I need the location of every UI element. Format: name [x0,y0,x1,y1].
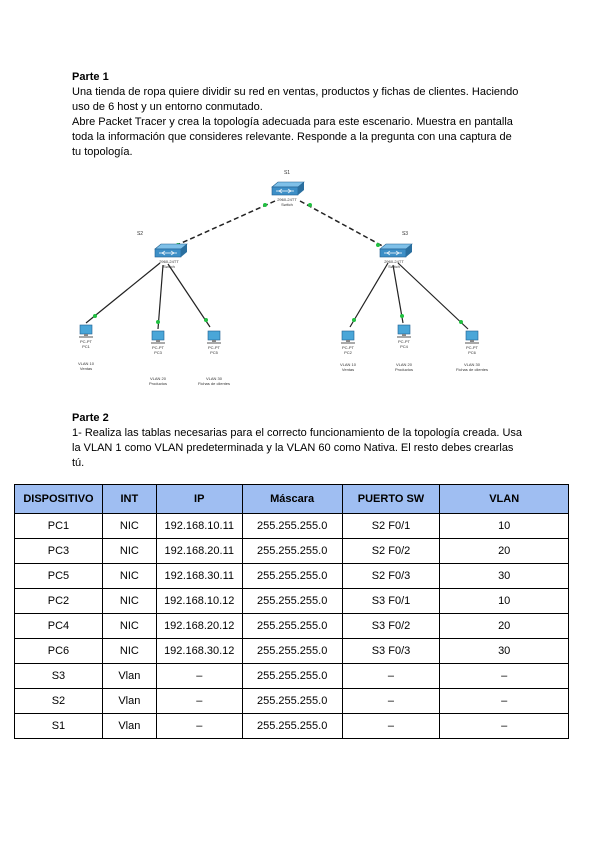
link-s3-pc6 [398,263,468,329]
pc-vlan: VLAN 10 [77,361,95,366]
cell-mascara: 255.255.255.0 [242,564,342,589]
cell-puerto-sw: S2 F0/2 [342,539,440,564]
pc-model: PC-PT [152,345,164,350]
cell-ip: 192.168.30.11 [156,564,242,589]
cell-int: Vlan [102,689,156,714]
cell-puerto-sw: S2 F0/3 [342,564,440,589]
table-row [15,589,569,614]
part1-line: Una tienda de ropa quiere dividir su red en ventas, productos y fichas de clientes. Haciendo [72,86,519,98]
pc-name: PC5 [210,350,218,355]
pc-node [198,331,230,386]
part2-line: la VLAN 1 como VLAN predeterminada y la VLAN 60 como Nativa. El resto debes crearlas [72,442,514,454]
header-dispositivo: DISPOSITIVO [15,485,103,514]
cell-dispositivo: PC6 [15,639,103,664]
cell-dispositivo: PC1 [15,514,103,539]
cell-mascara: 255.255.255.0 [242,539,342,564]
switch-type-label: Switch [388,264,400,269]
topology-diagram [60,165,540,395]
switch-icon [380,244,412,257]
cell-ip: 192.168.20.11 [156,539,242,564]
switch-icon [272,182,304,195]
pc-model: PC-PT [466,345,478,350]
pc-icon [341,331,355,344]
switch-model-label: 2960-24TT [159,259,179,264]
table-row [15,639,569,664]
switch-model-label: 2960-24TT [384,259,404,264]
cell-vlan: 20 [440,539,569,564]
pc-icon [151,331,165,344]
cell-dispositivo: PC5 [15,564,103,589]
addressing-table [14,484,569,739]
switch-icon [155,244,187,257]
cell-mascara: 255.255.255.0 [242,689,342,714]
part1-heading: Parte 1 [72,71,109,83]
cell-int: Vlan [102,664,156,689]
cell-dispositivo: PC4 [15,614,103,639]
cell-ip: 192.168.10.12 [156,589,242,614]
header-puerto-sw: PUERTO SW [342,485,440,514]
cell-vlan: 10 [440,514,569,539]
cell-mascara: 255.255.255.0 [242,514,342,539]
table-row [15,614,569,639]
switch-type-label: Switch [163,264,175,269]
table-row [15,564,569,589]
cell-puerto-sw: – [342,689,440,714]
pc-area: Fichas de clientes [455,367,489,372]
pc-icon [79,325,93,338]
switch-s3-name: S3 [401,231,409,237]
cell-int: NIC [102,614,156,639]
header-ip: IP [156,485,242,514]
link-s2-pc1 [86,263,160,323]
cell-vlan: – [440,689,569,714]
link-status-dot [376,243,380,247]
part1-section [72,70,532,160]
cell-int: NIC [102,639,156,664]
cell-int: NIC [102,539,156,564]
cell-mascara: 255.255.255.0 [242,639,342,664]
cell-vlan: 30 [440,639,569,664]
link-s2-pc5 [168,264,210,327]
cell-dispositivo: S3 [15,664,103,689]
cell-puerto-sw: – [342,664,440,689]
part1-line: uso de 6 host y un entorno conmutado. [72,101,263,113]
cell-ip: 192.168.10.11 [156,514,242,539]
link-status-dot [308,203,312,207]
switch-s3 [380,231,412,269]
table-row [15,539,569,564]
pc-node [149,331,167,386]
cell-mascara: 255.255.255.0 [242,614,342,639]
pc-name: PC4 [400,344,408,349]
link-status-dot [352,318,356,322]
part2-heading: Parte 2 [72,412,109,424]
cell-mascara: 255.255.255.0 [242,589,342,614]
part2-line: 1- Realiza las tablas necesarias para el correcto funcionamiento de la topología creada. Usa [72,427,523,439]
part1-line: toda la información que consideres relevante. Responde a la pregunta con una captura de [72,131,512,143]
pc-model: PC-PT [208,345,220,350]
cell-ip: 192.168.20.12 [156,614,242,639]
cell-int: NIC [102,589,156,614]
cell-ip: 192.168.30.12 [156,639,242,664]
cell-int: NIC [102,564,156,589]
cell-dispositivo: PC2 [15,589,103,614]
switch-s1 [272,170,304,207]
pc-name: PC3 [154,350,162,355]
pc-vlan: VLAN 30 [205,376,223,381]
part2-section [72,411,532,471]
part1-line: Abre Packet Tracer y crea la topología adecuada para este escenario. Muestra en pantalla [72,116,513,128]
table-row [15,714,569,739]
pc-icon [397,325,411,338]
switch-s2 [137,231,187,269]
pc-vlan: VLAN 10 [339,362,357,367]
table-header-row [15,485,569,514]
link-status-dot [204,318,208,322]
table-row [15,514,569,539]
cell-dispositivo: S1 [15,714,103,739]
switch-type-label: Switch [281,202,293,207]
cell-dispositivo: S2 [15,689,103,714]
pc-icon [207,331,221,344]
pc-area: Ventas [341,367,355,372]
link-s1-s2 [168,201,275,249]
link-status-dot [93,314,97,318]
link-status-dot [156,320,160,324]
pc-model: PC-PT [398,339,410,344]
access-links [86,263,468,329]
pc-node [78,325,95,371]
pc-name: PC2 [344,350,352,355]
cell-mascara: 255.255.255.0 [242,664,342,689]
cell-vlan: 30 [440,564,569,589]
cell-puerto-sw: S3 F0/2 [342,614,440,639]
cell-vlan: – [440,714,569,739]
link-s1-s3 [300,201,388,249]
cell-ip: – [156,689,242,714]
cell-vlan: – [440,664,569,689]
pc-area: Productos [148,381,168,386]
cell-ip: – [156,714,242,739]
pc-node [395,325,413,372]
pc-vlan: VLAN 30 [463,362,481,367]
pc-name: PC1 [82,344,90,349]
cell-dispositivo: PC3 [15,539,103,564]
link-s3-pc2 [350,263,388,327]
cell-ip: – [156,664,242,689]
header-vlan: VLAN [440,485,569,514]
cell-puerto-sw: S2 F0/1 [342,514,440,539]
part1-line: tu topología. [72,146,133,158]
cell-vlan: 10 [440,589,569,614]
switch-s2-name: S2 [136,231,144,237]
link-status-dot [459,320,463,324]
pc-vlan: VLAN 20 [395,362,413,367]
pc-icon [465,331,479,344]
header-int: INT [102,485,156,514]
pc-node [340,331,357,372]
pc-name: PC6 [468,350,476,355]
table-row [15,689,569,714]
pc-model: PC-PT [342,345,354,350]
cell-vlan: 20 [440,614,569,639]
cell-int: Vlan [102,714,156,739]
pc-area: Productos [394,367,414,372]
switch-s1-name: S1 [283,170,291,176]
pc-vlan: VLAN 20 [149,376,167,381]
header-mascara: Máscara [242,485,342,514]
cell-puerto-sw: – [342,714,440,739]
part2-line: tú. [72,457,85,469]
cell-int: NIC [102,514,156,539]
cell-puerto-sw: S3 F0/1 [342,589,440,614]
link-status-dot [400,314,404,318]
cell-mascara: 255.255.255.0 [242,714,342,739]
switch-model-label: 2960-24TT [277,197,297,202]
cell-puerto-sw: S3 F0/3 [342,639,440,664]
pc-node [456,331,488,372]
link-status-dot [263,203,267,207]
pc-model: PC-PT [80,339,92,344]
trunk-links [168,201,388,249]
pc-area: Fichas de clientes [197,381,231,386]
table-row [15,664,569,689]
link-s2-pc3 [158,265,163,329]
pc-area: Ventas [79,366,93,371]
